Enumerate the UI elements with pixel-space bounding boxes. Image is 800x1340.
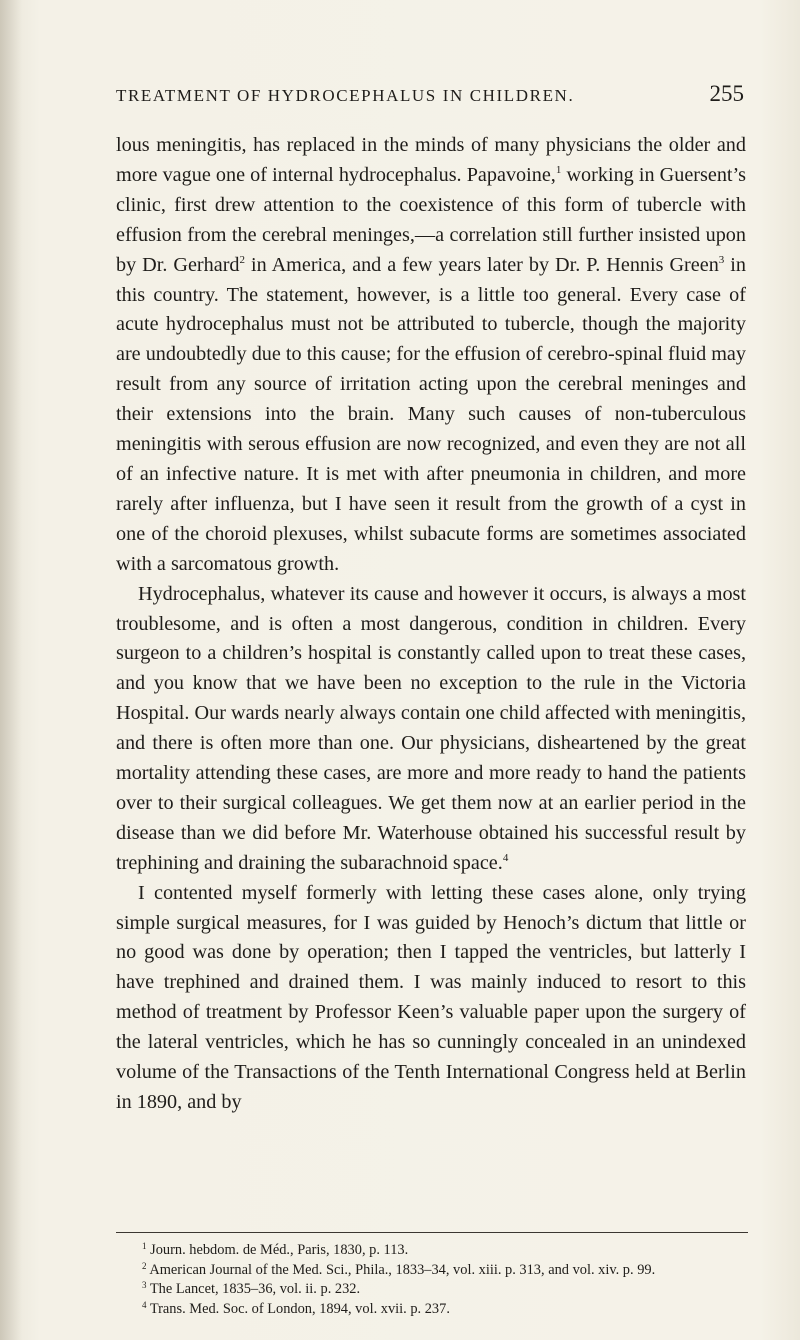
paragraph-1 bbox=[116, 131, 746, 580]
footnote-3 bbox=[116, 1280, 746, 1300]
footnote-text: American Journal of the Med. Sci., Phila., 1833–34, vol. xiii. p. 313, and vol. xiv. p. 99. bbox=[149, 1261, 656, 1278]
footnote-mark: 2 bbox=[142, 1260, 147, 1271]
footnote-mark: 4 bbox=[142, 1299, 147, 1310]
footnote-2 bbox=[116, 1261, 746, 1281]
footnote-4 bbox=[116, 1300, 746, 1320]
footnote-mark: 1 bbox=[142, 1241, 147, 1251]
paragraph-1-part-3: in America, and a few years later by Dr. P. Hennis Green bbox=[245, 253, 719, 276]
footnote-1 bbox=[116, 1241, 746, 1261]
paragraph-2-part-1: Hydrocephalus, whatever its cause and however it occurs, is always a most troublesome, and is often a most dangerous, condition in children. Every surgeon to a children’s hospital is constantly called upon to treat these cases, and you know that we have been no exception to the rule in the Victoria Hospital. Our wards nearly always contain one child affected with meningitis, and there is often more than one. Our physicians, disheartened by the great mortality attending these cases, are more and more ready to hand the patients over to their surgical colleagues. We get them now at an earlier period in the disease than we did before Mr. Waterhouse obtained his successful result by trephining and draining the subarachnoid space. bbox=[116, 582, 746, 874]
paragraph-1-part-2: working in Guersent’s clinic, first drew attention to the coexistence of this form of tubercle with effusion from the cerebral meninges,—a correlation still further insisted upon by Dr. Gerhard bbox=[116, 163, 747, 276]
paragraph-3 bbox=[116, 879, 746, 1118]
footnote-ref-1: 1 bbox=[555, 163, 562, 176]
body-text bbox=[116, 131, 746, 1118]
footnotes bbox=[116, 1241, 746, 1319]
footnote-mark: 3 bbox=[142, 1280, 147, 1291]
footnote-text: Journ. hebdom. de Méd., Paris, 1830, p. 113. bbox=[150, 1242, 409, 1258]
page-number: 255 bbox=[709, 81, 744, 106]
page-gutter-shadow bbox=[0, 0, 22, 1340]
footnote-ref-3: 3 bbox=[718, 253, 725, 266]
paragraph-1-part-4: in this country. The statement, however, is a little too general. Every case of acute hydrocephalus must not be attributed to tubercle, though the majority are undoubtedly due to this cause; for the effusion of cerebro-spinal fluid may result from any source of irritation acting upon the cerebral meninges and their extensions into the brain. Many such causes of non-tuberculous meningitis with serous effusion are now recognized, and even they are not all of an infective nature. It is met with after pneumonia in children, and more rarely after influenza, but I have seen it result from the growth of a cyst in one of the choroid plexuses, whilst subacute forms are sometimes associated with a sarcomatous growth. bbox=[116, 253, 746, 575]
footnote-ref-4: 4 bbox=[502, 851, 509, 864]
footnote-text: The Lancet, 1835–36, vol. ii. p. 232. bbox=[149, 1281, 361, 1298]
footnote-rule bbox=[116, 1232, 748, 1233]
paragraph-3-part-1: I contented myself formerly with letting these cases alone, only trying simple surgical measures, for I was guided by Henoch’s dictum that little or no good was done by operation; then I tapped the ventricles, but latterly I have trephined and drained them. I was mainly induced to resort to this method of treatment by Professor Keen’s valuable paper upon the surgery of the lateral ventricles, which he has so cunningly concealed in an unindexed volume of the Transactions of the Tenth International Congress held at Berlin in 1890, and by bbox=[116, 881, 746, 1113]
paragraph-2 bbox=[116, 580, 746, 879]
page-header bbox=[116, 81, 744, 118]
paragraph-1-part-1: lous meningitis, has replaced in the minds of many physicians the older and more vague one of internal hydrocephalus. Papavoine, bbox=[116, 134, 746, 186]
footnote-ref-2: 2 bbox=[239, 253, 246, 266]
running-title: TREATMENT OF HYDROCEPHALUS IN CHILDREN. bbox=[116, 86, 575, 105]
footnote-text: Trans. Med. Soc. of London, 1894, vol. xvii. p. 237. bbox=[149, 1300, 450, 1317]
